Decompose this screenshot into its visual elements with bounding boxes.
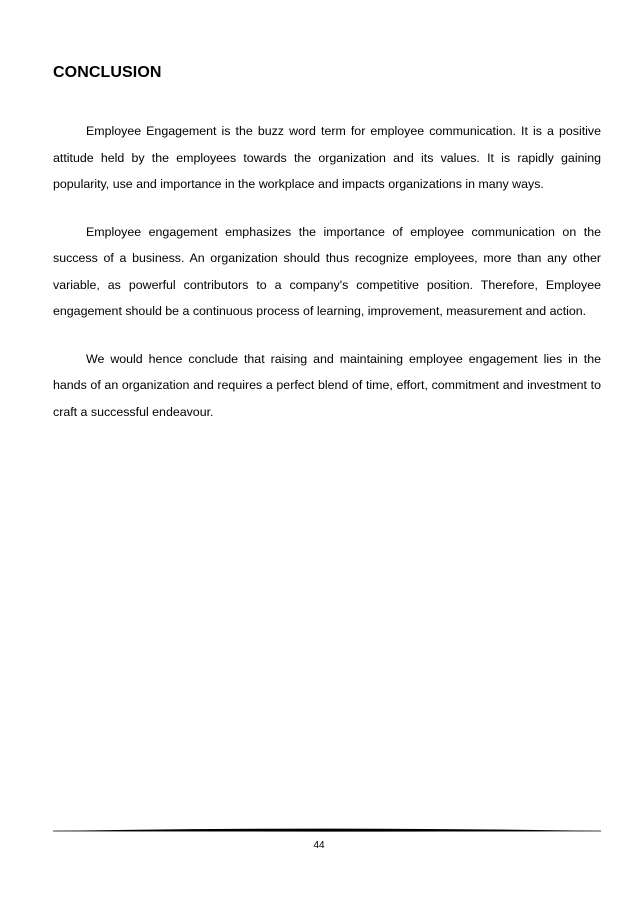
- page-number: 44: [313, 840, 325, 851]
- section-heading: CONCLUSION: [53, 64, 162, 81]
- body-text: [53, 118, 601, 446]
- paragraph-2: Employee engagement emphasizes the importance of employee communication on the success of a business. An organization should thus recognize employees, more than any other variable, as powerful contributors to a company's competitive position. Therefore, Employee engagement should be a continuous process of learning, improvement, measurement and action.: [53, 224, 601, 318]
- footer-divider: [53, 822, 601, 838]
- paragraph-1: Employee Engagement is the buzz word term for employee communication. It is a positive attitude held by the employees towards the organization and its values. It is rapidly gaining popularity, use and importance in the workplace and impacts organizations in many ways.: [53, 124, 601, 191]
- paragraph-3: We would hence conclude that raising and maintaining employee engagement lies in the hands of an organization and requires a perfect blend of time, effort, commitment and investment to craft a successful endeavour.: [53, 351, 601, 419]
